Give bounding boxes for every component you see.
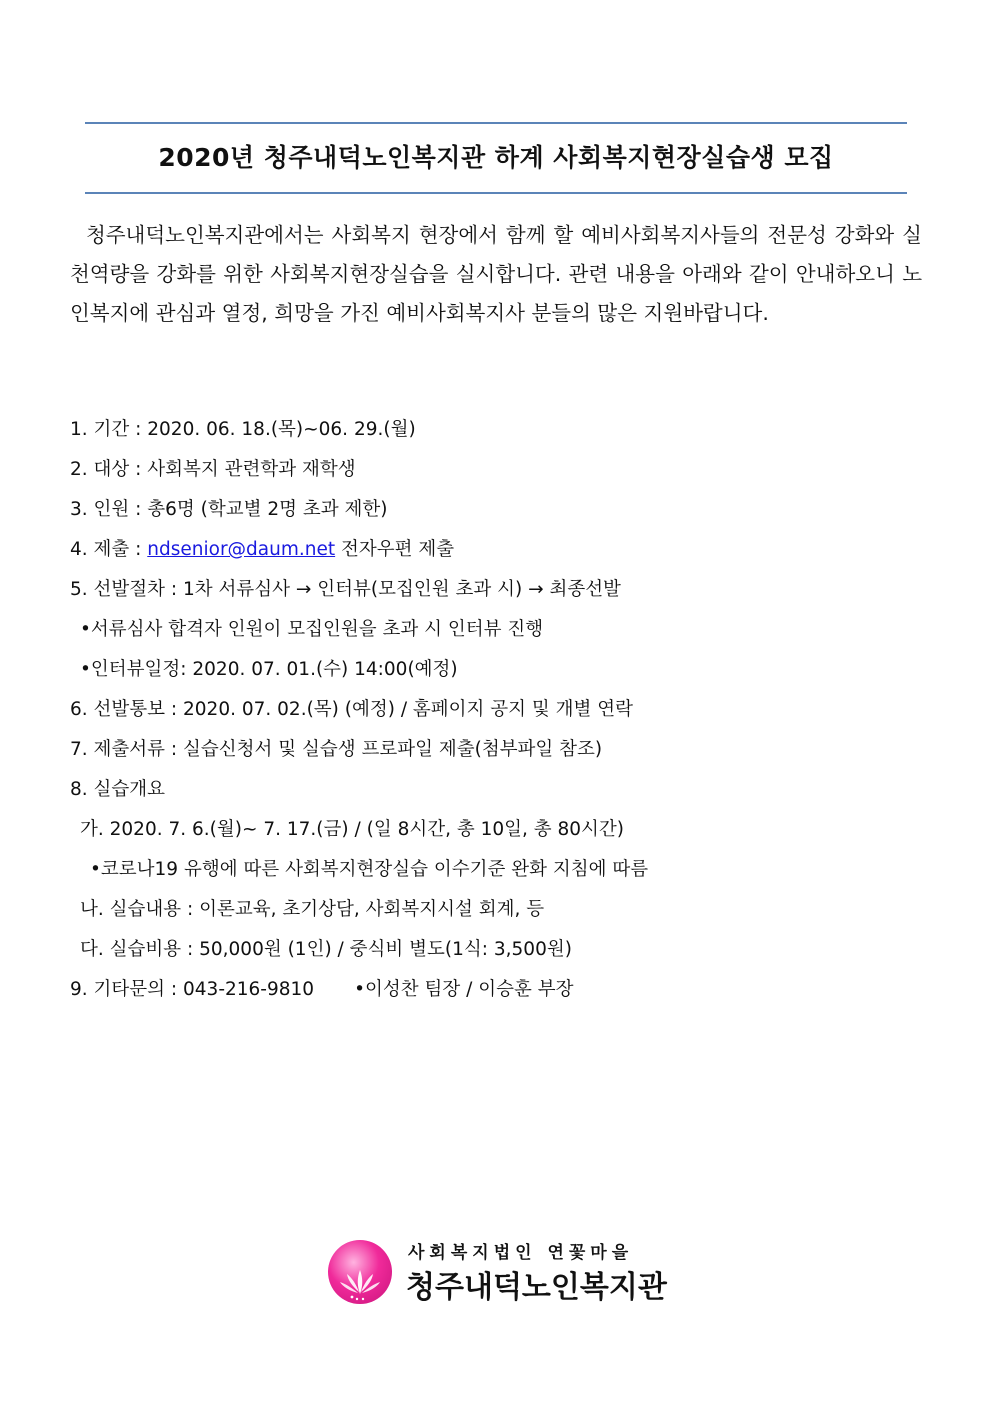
item-selection: 5. 선발절차 : 1차 서류심사 → 인터뷰(모집인원 초과 시) → 최종선발 [70,579,621,600]
title-top-rule [85,122,907,124]
item-contact [70,970,930,1010]
page-title: 2020년 청주내덕노인복지관 하계 사회복지현장실습생 모집 [158,143,834,172]
lotus-logo-icon [328,1240,392,1304]
intro-text: 청주내덕노인복지관에서는 사회복지 현장에서 함께 할 예비사회복지사들의 전문성 강화와 실천역량을 강화를 위한 사회복지현장실습을 실시합니다. 관련 내용을 아래와 같이 안내하오니 노인복지에 관심과 열정, 희망을 가진 예비사회복지사 분들의 많은 지원바랍니다. [70,223,922,325]
contact-persons: •이성찬 팀장 / 이승훈 부장 [354,979,574,1000]
selection-note-interview: •인터뷰일정: 2020. 07. 01.(수) 14:00(예정) [80,659,458,680]
item-period: 1. 기간 : 2020. 06. 18.(목)~06. 29.(월) [70,419,416,440]
email-link[interactable]: ndsenior@daum.net [147,539,336,560]
overview-covid-note: •코로나19 유행에 따른 사회복지현장실습 이수기준 완화 지침에 따름 [90,859,649,880]
submit-suffix: 전자우편 제출 [335,539,455,560]
overview-period: 가. 2020. 7. 6.(월)~ 7. 17.(금) / (일 8시간, 총 10일, 총 80시간) [80,819,625,840]
item-headcount: 3. 인원 : 총6명 (학교별 2명 초과 제한) [70,499,388,520]
item-submit [70,530,930,570]
overview-content: 나. 실습내용 : 이론교육, 초기상담, 사회복지시설 회계, 등 [80,899,545,920]
item-documents: 7. 제출서류 : 실습신청서 및 실습생 프로파일 제출(첨부파일 참조) [70,739,603,760]
item-target: 2. 대상 : 사회복지 관련학과 재학생 [70,459,356,480]
selection-note-screening: •서류심사 합격자 인원이 모집인원을 초과 시 인터뷰 진행 [80,619,544,640]
contact-phone: 9. 기타문의 : 043-216-9810 [70,979,315,1000]
item-overview: 8. 실습개요 [70,779,166,800]
title-bottom-rule [85,192,907,194]
organization-logo [328,1236,668,1308]
submit-label: 4. 제출 : [70,539,148,560]
info-list [70,410,930,1010]
intro-paragraph [70,216,922,333]
logo-name: 청주내덕노인복지관 [406,1270,667,1305]
item-notice: 6. 선발통보 : 2020. 07. 02.(목) (예정) / 홈페이지 공지 및 개별 연락 [70,699,634,720]
logo-subtitle: 사회복지법인 연꽃마을 [408,1243,634,1263]
overview-cost: 다. 실습비용 : 50,000원 (1인) / 중식비 별도(1식: 3,500원) [80,939,572,960]
